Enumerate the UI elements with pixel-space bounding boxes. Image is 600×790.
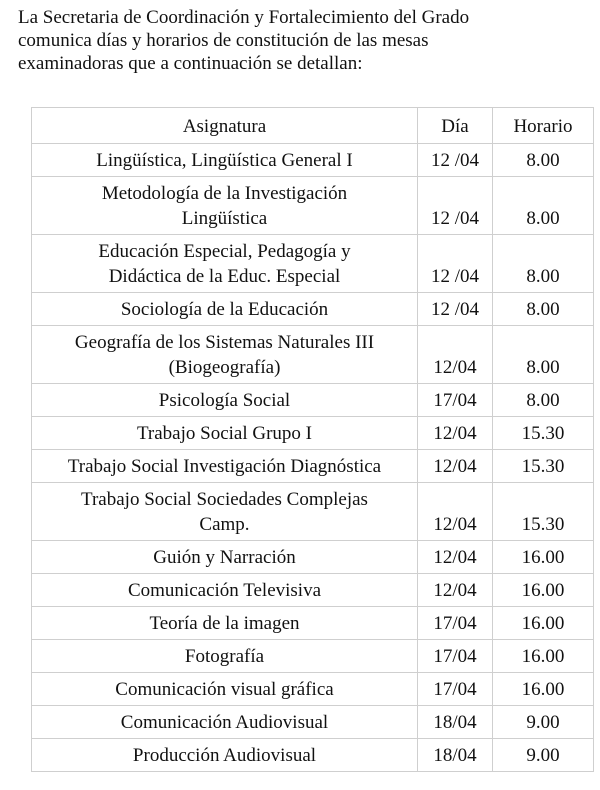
day-cell: 12 /04 (418, 177, 493, 235)
table-row (32, 673, 594, 706)
subject-text: Lingüística, Lingüística General I (96, 150, 353, 171)
subject-text: Trabajo Social Grupo I (136, 423, 313, 444)
table-row (32, 235, 594, 293)
subject-cell (32, 177, 418, 235)
table-row (32, 574, 594, 607)
header-day: Día (418, 108, 493, 144)
intro-line: La Secretaria de Coordinación y Fortalecimiento del Grado (18, 7, 470, 28)
table-row (32, 417, 594, 450)
subject-text: Comunicación Televisiva (127, 580, 322, 601)
header-subject: Asignatura (32, 108, 418, 144)
time-cell: 8.00 (493, 144, 594, 177)
intro-line: comunica días y horarios de constitución de las mesas (18, 30, 429, 51)
subject-cell (32, 574, 418, 607)
day-cell: 18/04 (418, 739, 493, 772)
day-cell: 17/04 (418, 384, 493, 417)
table-row (32, 640, 594, 673)
time-cell: 9.00 (493, 706, 594, 739)
time-cell: 8.00 (493, 326, 594, 384)
intro-paragraph (18, 6, 588, 75)
table-row (32, 326, 594, 384)
subject-cell (32, 326, 418, 384)
subject-text: Psicología Social (158, 390, 291, 411)
table-row (32, 450, 594, 483)
table-body (32, 144, 594, 772)
header-time: Horario (493, 108, 594, 144)
day-cell: 12/04 (418, 450, 493, 483)
time-cell: 8.00 (493, 384, 594, 417)
subject-cell (32, 706, 418, 739)
day-cell: 17/04 (418, 607, 493, 640)
time-cell: 15.30 (493, 417, 594, 450)
subject-text: Comunicación Audiovisual (120, 712, 329, 733)
day-cell: 18/04 (418, 706, 493, 739)
subject-cell (32, 541, 418, 574)
time-cell: 8.00 (493, 177, 594, 235)
table-header-row (32, 108, 594, 144)
exam-schedule-table (31, 107, 594, 772)
table-row (32, 177, 594, 235)
subject-text: Fotografía (184, 646, 265, 667)
table-row (32, 144, 594, 177)
subject-cell (32, 607, 418, 640)
subject-text: Trabajo Social Sociedades Complejas (81, 489, 368, 510)
subject-cell (32, 640, 418, 673)
subject-text: Metodología de la Investigación (101, 183, 348, 204)
day-cell: 12/04 (418, 541, 493, 574)
time-cell: 16.00 (493, 541, 594, 574)
day-cell: 12 /04 (418, 293, 493, 326)
table-row (32, 607, 594, 640)
table-row (32, 706, 594, 739)
intro-line: examinadoras que a continuación se detallan: (18, 53, 363, 74)
table-row (32, 541, 594, 574)
subject-cell (32, 144, 418, 177)
time-cell: 15.30 (493, 450, 594, 483)
day-cell: 12/04 (418, 417, 493, 450)
day-cell: 12 /04 (418, 235, 493, 293)
subject-text: Camp. (199, 514, 250, 535)
subject-text: Producción Audiovisual (132, 745, 317, 766)
subject-cell (32, 417, 418, 450)
subject-cell (32, 739, 418, 772)
table-row (32, 483, 594, 541)
time-cell: 16.00 (493, 673, 594, 706)
subject-text: Guión y Narración (153, 547, 296, 568)
subject-cell (32, 293, 418, 326)
subject-cell (32, 450, 418, 483)
subject-text: Educación Especial, Pedagogía y (98, 241, 351, 262)
subject-text: (Biogeografía) (168, 357, 281, 378)
subject-cell (32, 235, 418, 293)
day-cell: 12/04 (418, 483, 493, 541)
day-cell: 17/04 (418, 673, 493, 706)
subject-text: Lingüística (181, 208, 268, 229)
time-cell: 8.00 (493, 235, 594, 293)
subject-text: Sociología de la Educación (120, 299, 329, 320)
time-cell: 15.30 (493, 483, 594, 541)
time-cell: 16.00 (493, 574, 594, 607)
time-cell: 16.00 (493, 607, 594, 640)
subject-text: Teoría de la imagen (149, 613, 300, 634)
day-cell: 12/04 (418, 574, 493, 607)
subject-cell (32, 483, 418, 541)
subject-cell (32, 384, 418, 417)
table-row (32, 739, 594, 772)
table-row (32, 384, 594, 417)
day-cell: 17/04 (418, 640, 493, 673)
time-cell: 8.00 (493, 293, 594, 326)
table-row (32, 293, 594, 326)
subject-text: Comunicación visual gráfica (115, 679, 334, 700)
time-cell: 9.00 (493, 739, 594, 772)
subject-text: Trabajo Social Investigación Diagnóstica (67, 456, 382, 477)
subject-cell (32, 673, 418, 706)
subject-text: Didáctica de la Educ. Especial (108, 266, 341, 287)
subject-text: Geografía de los Sistemas Naturales III (74, 332, 375, 353)
time-cell: 16.00 (493, 640, 594, 673)
day-cell: 12/04 (418, 326, 493, 384)
day-cell: 12 /04 (418, 144, 493, 177)
